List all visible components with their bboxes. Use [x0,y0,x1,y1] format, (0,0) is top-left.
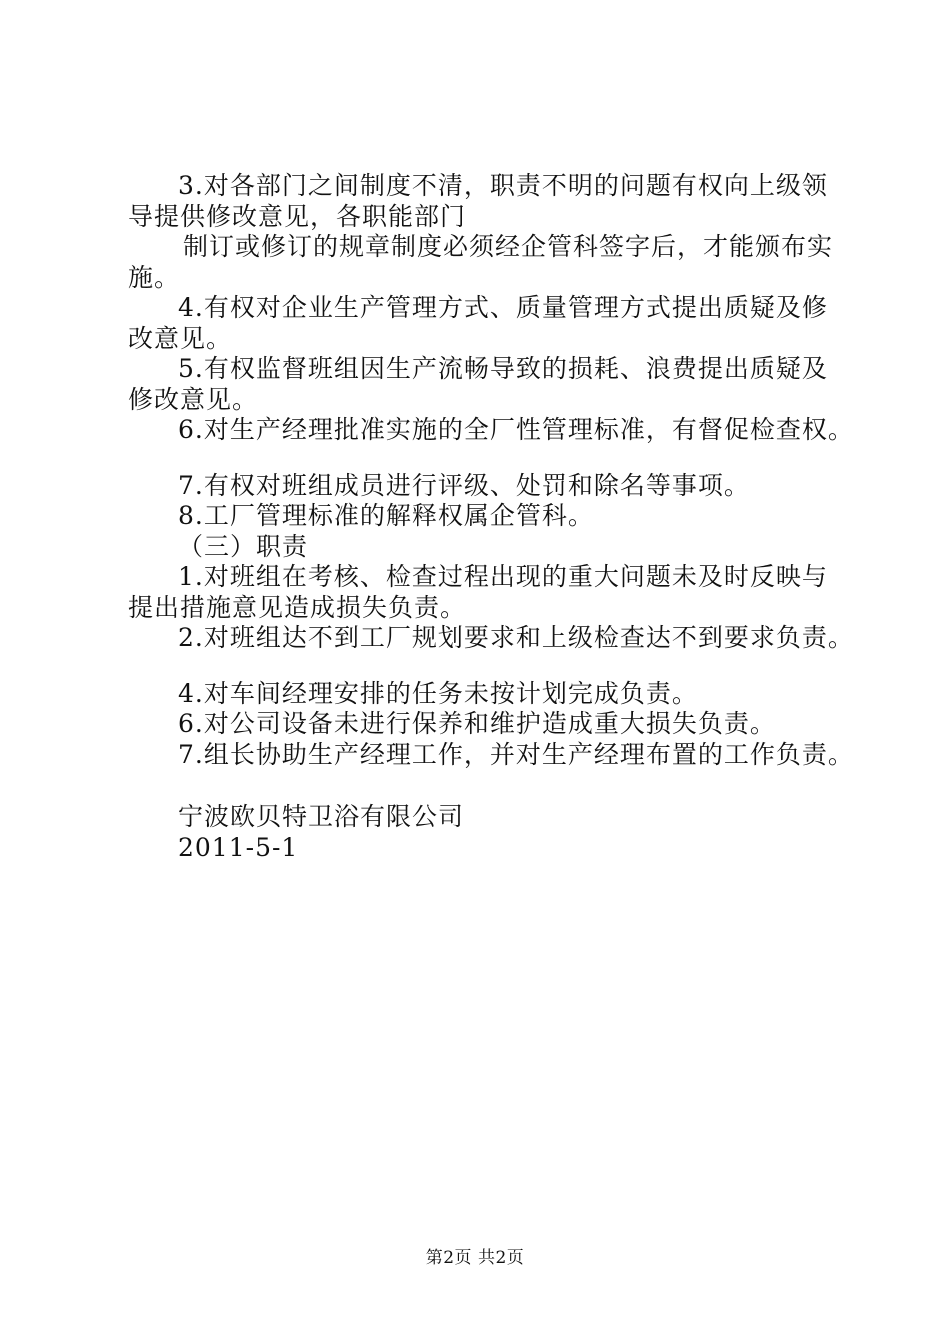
paragraph-line: 4.有权对企业生产管理方式、质量管理方式提出质疑及修 [178,293,828,322]
paragraph-line: 7.有权对班组成员进行评级、处罚和除名等事项。 [178,470,750,500]
paragraph-line: 2.对班组达不到工厂规划要求和上级检查达不到要求负责。 [178,623,854,652]
paragraph-line: 5.有权监督班组因生产流畅导致的损耗、浪费提出质疑及 [178,354,828,383]
paragraph-line: 3.对各部门之间制度不清，职责不明的问题有权向上级领 [178,171,828,200]
paragraph-line: 修改意见。 [128,384,259,414]
paragraph-line: 施。 [128,262,181,292]
paragraph-line: 8.工厂管理标准的解释权属企管科。 [178,501,594,530]
paragraph-line: 6.对生产经理批准实施的全厂性管理标准，有督促检查权。 [178,415,854,444]
paragraph-line: 7.组长协助生产经理工作，并对生产经理布置的工作负责。 [178,739,854,769]
paragraph-line: 提出措施意见造成损失负责。 [128,592,467,622]
document-body [128,171,854,863]
paragraph-line: 改意见。 [128,323,233,353]
paragraph-line: 4.对车间经理安排的任务未按计划完成负责。 [178,678,698,708]
section-heading: （三）职责 [178,531,309,561]
company-name: 宁波欧贝特卫浴有限公司 [178,802,465,831]
paragraph-line: 1.对班组在考核、检查过程出现的重大问题未及时反映与 [178,562,828,591]
page-footer: 第2页 共2页 [425,1248,525,1268]
paragraph-line: 6.对公司设备未进行保养和维护造成重大损失负责。 [178,709,776,738]
paragraph-line: 制订或修订的规章制度必须经企管科签字后，才能颁布实 [183,232,834,261]
document-date: 2011-5-1 [178,832,299,862]
paragraph-line: 导提供修改意见，各职能部门 [128,201,467,231]
